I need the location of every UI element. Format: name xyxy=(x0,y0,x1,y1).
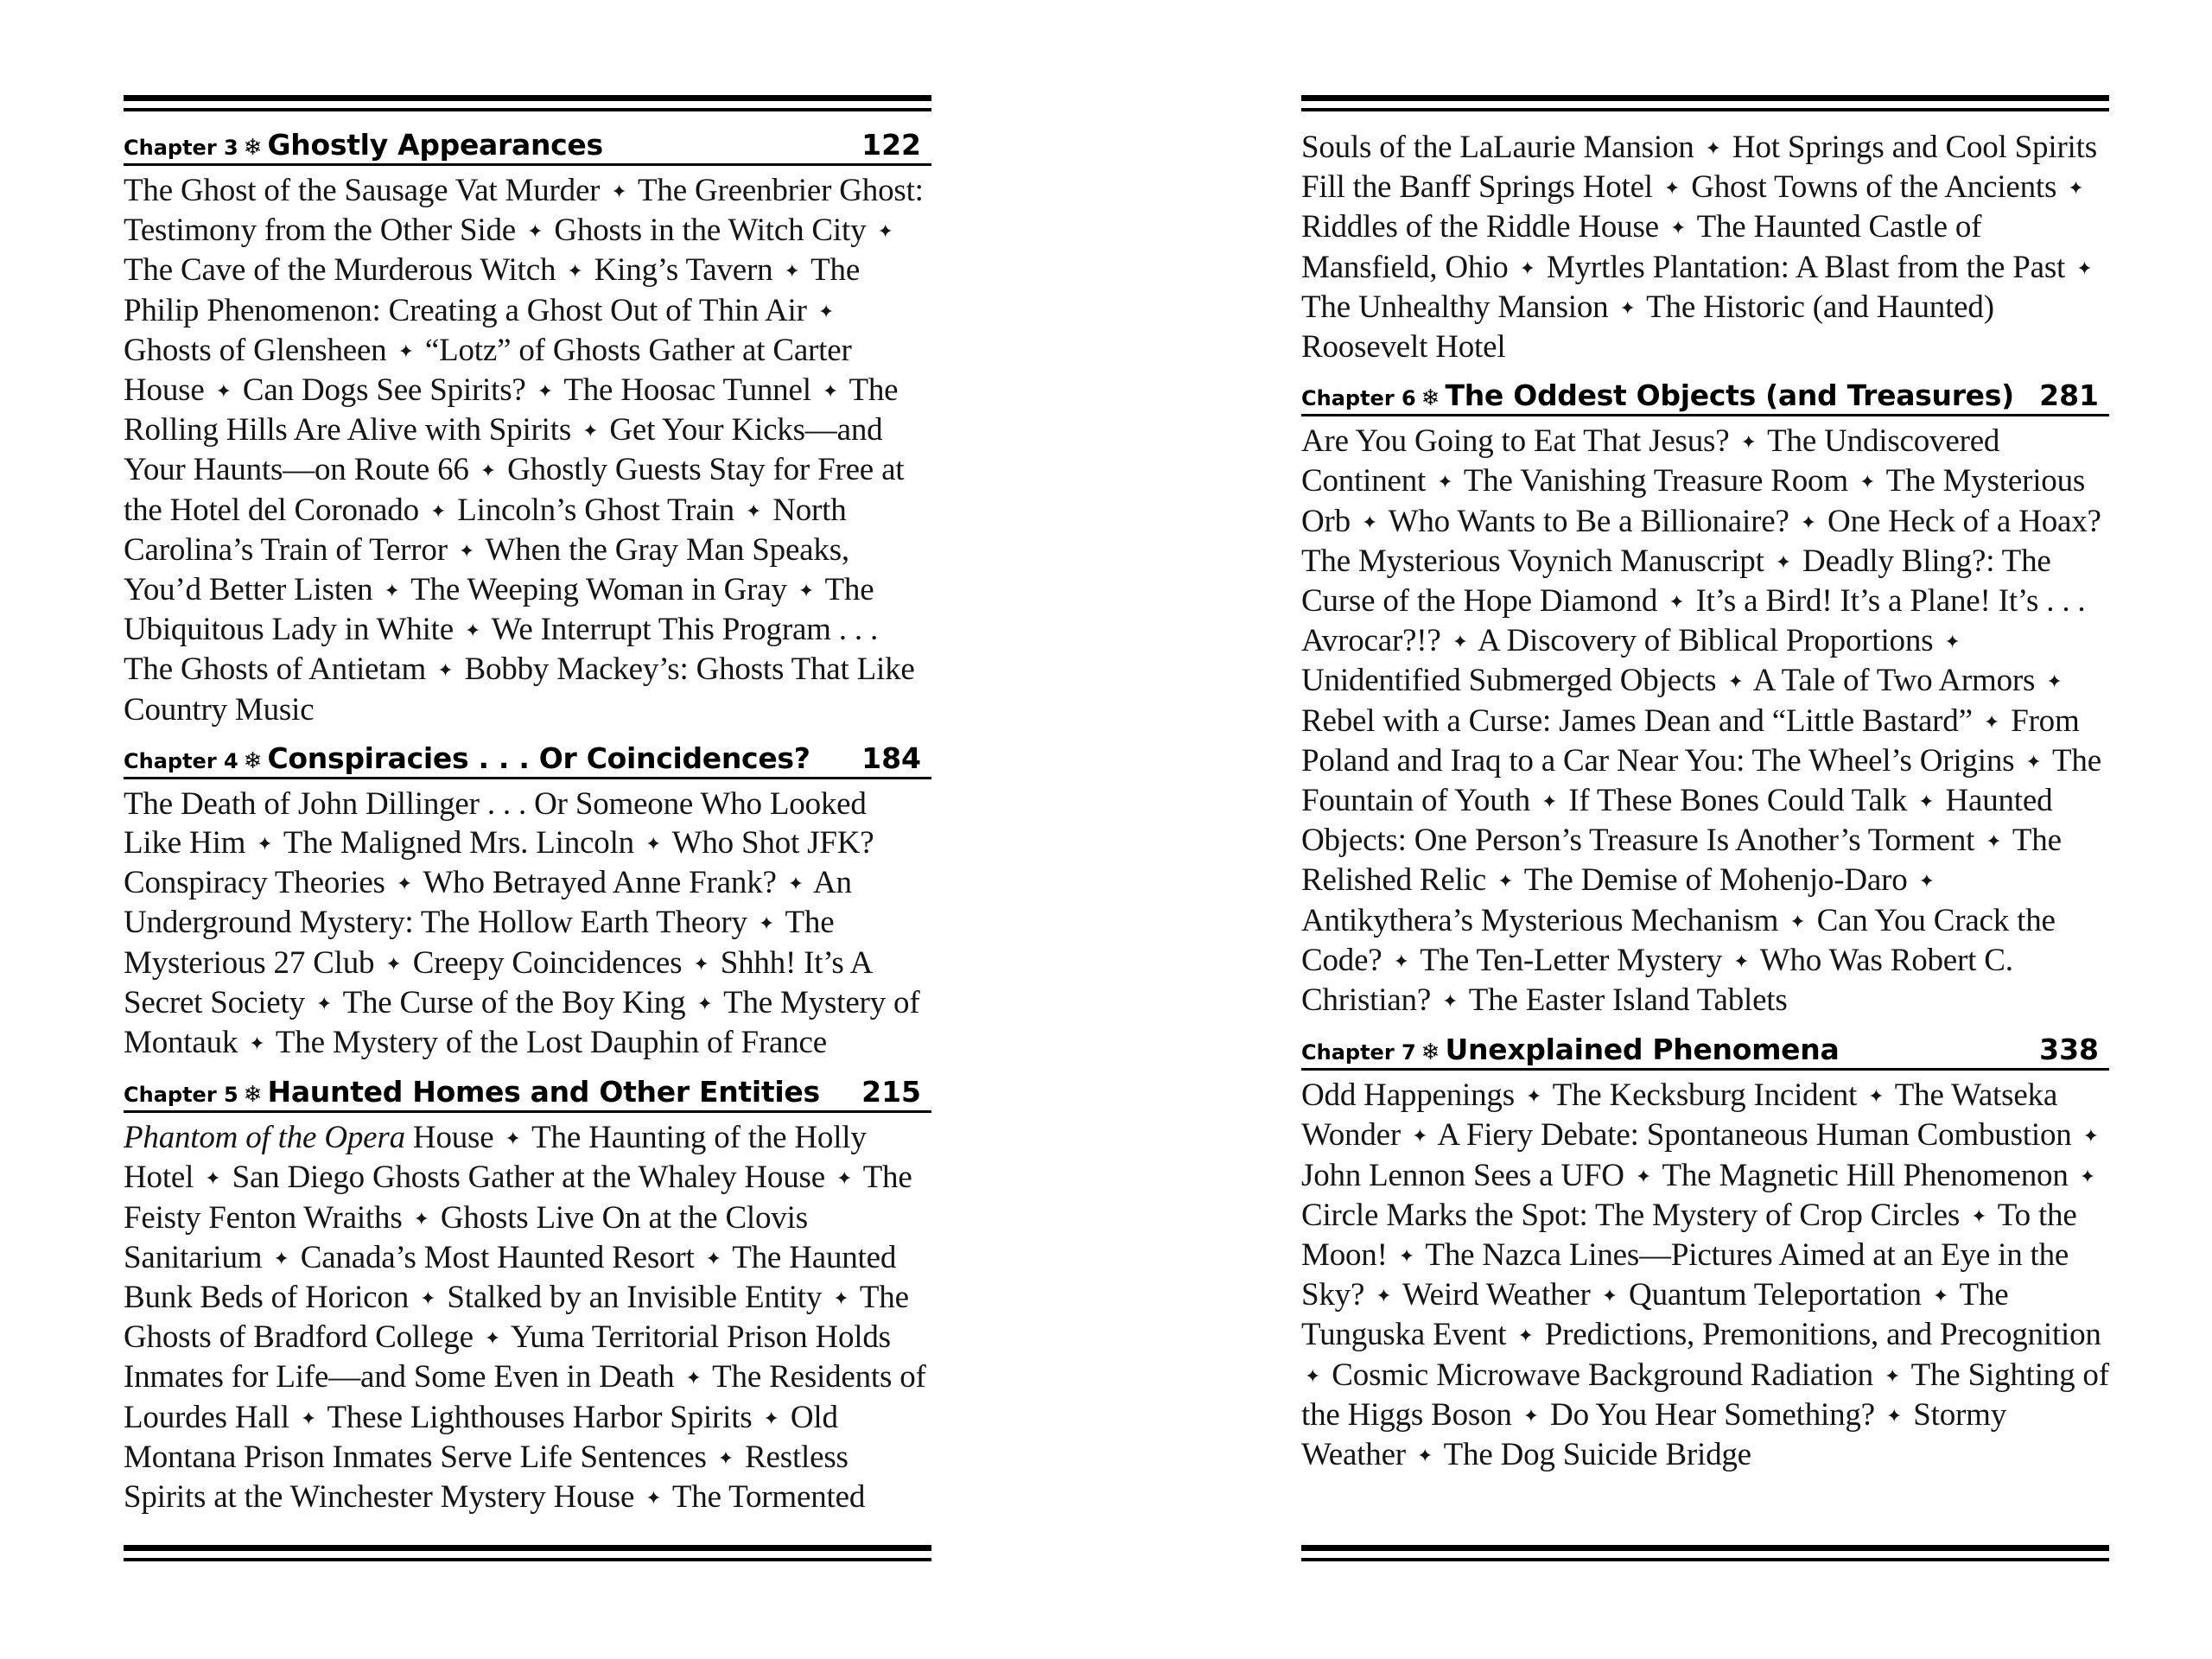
toc-entry: The Mysterious Orb xyxy=(1301,463,2086,539)
chapter-entries xyxy=(1301,422,2109,1020)
chapter-heading xyxy=(124,1075,931,1113)
entry-separator: ✦ xyxy=(397,340,414,362)
entry-separator: ✦ xyxy=(833,1287,849,1310)
chapter-section xyxy=(124,128,931,729)
bottom-double-rule xyxy=(1301,1545,2109,1561)
chapter-heading xyxy=(124,128,931,166)
entry-separator: ✦ xyxy=(300,1407,317,1429)
toc-entry: Riddles of the Riddle House xyxy=(1301,209,1659,245)
entry-separator: ✦ xyxy=(1986,830,2002,853)
chapter-page-number: 184 xyxy=(861,741,921,775)
toc-entry: John Lennon Sees a UFO xyxy=(1301,1157,1624,1193)
chapter-section xyxy=(124,741,931,1063)
chapter-heading xyxy=(1301,378,2109,416)
entry-separator: ✦ xyxy=(758,912,775,935)
toc-entry: Ghost Towns of the Ancients xyxy=(1691,169,2057,206)
entry-separator: ✦ xyxy=(385,952,402,975)
entry-separator: ✦ xyxy=(537,380,553,403)
entry-separator: ✦ xyxy=(480,460,496,482)
toc-entry: Can You Crack the Code? xyxy=(1301,902,2056,978)
entry-separator: ✦ xyxy=(611,181,627,202)
entry-separator: ✦ xyxy=(763,1407,779,1429)
toc-entry: Odd Happenings xyxy=(1301,1077,1515,1114)
entry-separator: ✦ xyxy=(1635,1165,1652,1187)
entry-separator: ✦ xyxy=(1885,1404,1903,1427)
toc-entry: King’s Tavern xyxy=(594,252,773,289)
entry-separator: ✦ xyxy=(1417,1445,1433,1467)
entry-separator: ✦ xyxy=(396,873,413,895)
entry-separator: ✦ xyxy=(1522,1404,1539,1427)
entry-separator: ✦ xyxy=(465,620,481,642)
chapter-number: Chapter 3 xyxy=(124,136,238,160)
toc-entry: The Haunted Castle of Mansfield, Ohio xyxy=(1301,209,1982,285)
toc-entry: North Carolina’s Train of Terror xyxy=(124,492,847,568)
entry-separator: ✦ xyxy=(1619,296,1636,319)
toc-entry: The Ghosts of Bradford College xyxy=(124,1280,909,1356)
entry-separator: ✦ xyxy=(484,1327,501,1350)
entry-separator: ✦ xyxy=(1740,431,1757,454)
toc-entry: The Ten-Letter Mystery xyxy=(1420,942,1723,978)
entry-separator: ✦ xyxy=(2079,1165,2095,1187)
toc-entry: Get Your Kicks—and Your Haunts—on Route 66 xyxy=(124,412,883,488)
toc-entry: Souls of the LaLaurie Mansion xyxy=(1301,130,1694,165)
toc-entry: The Ghost of the Sausage Vat Murder xyxy=(124,173,601,208)
chapter-number: Chapter 6 xyxy=(1301,386,1416,411)
toc-entry: The Demise of Mohenjo-Daro xyxy=(1523,862,1908,899)
chapter-page-number: 338 xyxy=(2039,1033,2099,1067)
entry-separator: ✦ xyxy=(1789,910,1806,932)
entry-separator: ✦ xyxy=(798,580,815,602)
entry-separator: ✦ xyxy=(384,580,400,602)
toc-entry: The Mystery of Montauk xyxy=(124,984,920,1061)
toc-entry: A Tale of Two Armors xyxy=(1752,663,2036,699)
toc-entry: Cosmic Microwave Background Radiation xyxy=(1332,1357,1873,1393)
snowflake-icon: ❄ xyxy=(1421,385,1440,412)
entry-separator: ✦ xyxy=(429,499,447,522)
entry-separator: ✦ xyxy=(205,1167,221,1190)
entry-separator: ✦ xyxy=(2025,750,2042,772)
entry-separator: ✦ xyxy=(696,992,713,1014)
entry-separator: ✦ xyxy=(1398,1245,1415,1268)
chapter-page-number: 215 xyxy=(861,1075,921,1109)
toc-entry: If These Bones Could Talk xyxy=(1568,783,1908,819)
toc-entry: Do You Hear Something? xyxy=(1550,1396,1875,1433)
toc-entry: One Heck of a Hoax? The Mysterious Voynich Manuscript xyxy=(1301,503,2101,579)
entry-separator: ✦ xyxy=(1519,257,1535,279)
toc-entry: The Rolling Hills Are Alive with Spirits xyxy=(124,372,899,448)
toc-entry: The Maligned Mrs. Lincoln xyxy=(283,825,634,861)
entry-separator: ✦ xyxy=(2046,671,2063,693)
entry-separator: ✦ xyxy=(784,260,800,283)
entry-separator: ✦ xyxy=(582,420,599,442)
chapter-entries xyxy=(124,171,931,729)
entry-separator: ✦ xyxy=(836,1167,853,1190)
chapter-section xyxy=(1301,378,2109,1020)
entry-separator: ✦ xyxy=(1918,791,1935,813)
toc-entry: Old Montana Prison Inmates Serve Life Sentences xyxy=(124,1399,838,1475)
toc-entry: Restless Spirits at the Winchester Mystery House xyxy=(124,1439,849,1516)
toc-entry: The Philip Phenomenon: Creating a Ghost Out of Thin Air xyxy=(124,252,861,328)
entry-separator: ✦ xyxy=(315,992,333,1014)
entry-separator: ✦ xyxy=(1517,1325,1534,1347)
entry-separator: ✦ xyxy=(1412,1125,1428,1147)
entry-separator: ✦ xyxy=(1859,471,1876,493)
toc-entry: Ghosts of Glensheen xyxy=(124,332,387,368)
toc-entry: Deadly Bling?: The Curse of the Hope Diamond xyxy=(1301,543,2051,620)
chapter-number: Chapter 4 xyxy=(124,748,238,773)
toc-entry: The Mystery of the Lost Dauphin of France xyxy=(275,1025,827,1061)
toc-entry: Antikythera’s Mysterious Mechanism xyxy=(1301,902,1779,938)
toc-entry: Lincoln’s Ghost Train xyxy=(457,492,734,528)
toc-entry: Predictions, Premonitions, and Precognition xyxy=(1544,1317,2101,1353)
entry-separator: ✦ xyxy=(2082,1125,2099,1147)
entry-separator: ✦ xyxy=(1376,1285,1392,1307)
entry-separator: ✦ xyxy=(1868,1085,1885,1108)
toc-entry: Canada’s Most Haunted Resort xyxy=(300,1239,695,1275)
chapter-heading xyxy=(1301,1033,2109,1071)
toc-entry-italic: Phantom of the Opera xyxy=(124,1120,405,1156)
entry-separator: ✦ xyxy=(1525,1085,1542,1108)
toc-entry: San Diego Ghosts Gather at the Whaley House xyxy=(232,1160,825,1196)
toc-entry: The Unhealthy Mansion xyxy=(1301,289,1609,325)
right-page-content xyxy=(1301,128,2109,1487)
toc-entry: Yuma Territorial Prison Holds Inmates for Life—and Some Even in Death xyxy=(124,1319,891,1395)
toc-entry: An Underground Mystery: The Hollow Earth Theory xyxy=(124,865,852,941)
toc-entry: The Easter Island Tablets xyxy=(1468,982,1788,1019)
toc-entry: Ghosts in the Witch City xyxy=(554,213,867,249)
toc-entry: Myrtles Plantation: A Blast from the Past xyxy=(1546,249,2066,285)
entry-separator: ✦ xyxy=(249,1033,265,1055)
toc-entry: Hot Springs and Cool Spirits Fill the Banff Springs Hotel xyxy=(1301,130,2097,206)
entry-separator: ✦ xyxy=(215,380,232,403)
toc-entry: From Poland and Iraq to a Car Near You: The Wheel’s Origins xyxy=(1301,702,2080,779)
entry-separator: ✦ xyxy=(1452,631,1468,653)
toc-entry: The Undiscovered Continent xyxy=(1301,423,2000,499)
toc-entry: The Feisty Fenton Wraiths xyxy=(124,1160,912,1236)
entry-separator: ✦ xyxy=(787,873,804,895)
chapter-title: The Oddest Objects (and Treasures) xyxy=(1445,378,2014,413)
entry-separator: ✦ xyxy=(1884,1364,1901,1387)
snowflake-icon: ❄ xyxy=(243,747,263,774)
entry-separator: ✦ xyxy=(420,1287,436,1310)
chapter-title: Ghostly Appearances xyxy=(267,128,603,162)
entry-separator: ✦ xyxy=(413,1207,429,1230)
chapter-title: Haunted Homes and Other Entities xyxy=(267,1075,820,1109)
entry-separator: ✦ xyxy=(2068,177,2084,200)
entry-separator: ✦ xyxy=(1541,791,1558,813)
toc-entry: The Tunguska Event xyxy=(1301,1277,2009,1353)
toc-entry: Weird Weather xyxy=(1402,1277,1591,1313)
entry-separator: ✦ xyxy=(273,1247,289,1269)
entry-separator: ✦ xyxy=(645,1487,662,1510)
entry-separator: ✦ xyxy=(1705,137,1721,159)
toc-entry: These Lighthouses Harbor Spirits xyxy=(327,1399,753,1435)
chapter-entries xyxy=(124,1118,931,1517)
continued-entries xyxy=(1301,128,2109,366)
entry-separator: ✦ xyxy=(1918,870,1935,893)
entry-separator: ✦ xyxy=(567,260,583,283)
toc-entry: The Relished Relic xyxy=(1301,823,2062,899)
toc-entry: The Historic (and Haunted) Roosevelt Hotel xyxy=(1301,289,1994,365)
snowflake-icon: ❄ xyxy=(243,135,263,161)
entry-separator: ✦ xyxy=(505,1128,521,1150)
toc-entry: Who Betrayed Anne Frank? xyxy=(423,865,777,901)
toc-entry: The Tormented xyxy=(671,1479,866,1516)
entry-separator: ✦ xyxy=(705,1247,721,1269)
toc-entry: Ghosts Live On at the Clovis Sanitarium xyxy=(124,1199,808,1275)
toc-entry: Shhh! It’s A Secret Society xyxy=(124,944,872,1020)
entry-separator: ✦ xyxy=(1663,177,1681,200)
snowflake-icon: ❄ xyxy=(1421,1039,1440,1066)
toc-entry: When the Gray Man Speaks, You’d Better Listen xyxy=(124,531,849,608)
chapter-page-number: 122 xyxy=(861,128,921,162)
toc-entry: The Haunted Bunk Beds of Horicon xyxy=(124,1239,897,1316)
entry-separator: ✦ xyxy=(1393,950,1409,972)
entry-separator: ✦ xyxy=(1362,511,1378,533)
toc-entry: A Discovery of Biblical Proportions xyxy=(1477,623,1934,659)
toc-entry: The Residents of Lourdes Hall xyxy=(124,1359,926,1435)
chapter-number: Chapter 7 xyxy=(1301,1040,1416,1065)
toc-entry: Who Shot JFK? Conspiracy Theories xyxy=(124,825,874,901)
entry-separator: ✦ xyxy=(1944,631,1961,653)
entry-separator: ✦ xyxy=(822,380,839,403)
toc-entry: It’s a Bird! It’s a Plane! It’s . . . Avrocar?!? xyxy=(1301,583,2086,659)
toc-entry: Rebel with a Curse: James Dean and “Little Bastard” xyxy=(1301,702,1973,739)
toc-entry: Ghostly Guests Stay for Free at the Hotel del Coronado xyxy=(124,452,905,528)
toc-entry: The Magnetic Hill Phenomenon xyxy=(1662,1157,2069,1193)
entry-separator: ✦ xyxy=(817,300,835,322)
entry-separator: ✦ xyxy=(1727,671,1744,693)
top-double-rule xyxy=(124,95,931,111)
entry-separator: ✦ xyxy=(1932,1285,1949,1307)
toc-entry: The Dog Suicide Bridge xyxy=(1443,1437,1751,1473)
entry-separator: ✦ xyxy=(437,659,454,682)
left-page-content xyxy=(124,128,931,1529)
toc-entry: The Greenbrier Ghost: Testimony from the Other Side xyxy=(124,173,924,249)
toc-entry: Creepy Coincidences xyxy=(412,944,683,981)
toc-entry: The Fountain of Youth xyxy=(1301,742,2101,819)
toc-entry: The Mysterious 27 Club xyxy=(124,905,835,981)
top-double-rule xyxy=(1301,95,2109,111)
toc-entry: The Vanishing Treasure Room xyxy=(1463,463,1848,499)
entry-separator: ✦ xyxy=(693,952,709,975)
toc-entry: Who Was Robert C. Christian? xyxy=(1301,942,2013,1019)
entry-separator: ✦ xyxy=(1442,990,1459,1013)
chapter-entries xyxy=(124,785,931,1063)
entry-separator: ✦ xyxy=(1437,471,1453,493)
toc-entry: Who Wants to Be a Billionaire? xyxy=(1388,503,1789,539)
toc-entry: “Lotz” of Ghosts Gather at Carter House xyxy=(124,332,852,409)
toc-entry: We Interrupt This Program . . . The Ghosts of Antietam xyxy=(124,612,879,688)
toc-entry: Haunted Objects: One Person’s Treasure Is Another’s Torment xyxy=(1301,783,2053,859)
toc-entry: The Hoosac Tunnel xyxy=(563,372,811,409)
entry-separator: ✦ xyxy=(458,539,475,562)
toc-entry: The Curse of the Boy King xyxy=(342,984,686,1020)
toc-entry: Bobby Mackey’s: Ghosts That Like Country Music xyxy=(124,652,915,728)
toc-entry: The Kecksburg Incident xyxy=(1552,1077,1858,1114)
toc-entry: The Death of John Dillinger . . . Or Someone Who Looked Like Him xyxy=(124,785,867,861)
toc-entry: A Fiery Debate: Spontaneous Human Combustion xyxy=(1437,1117,2072,1154)
toc-entry: The Weeping Woman in Gray xyxy=(410,572,787,608)
chapter-entries xyxy=(1301,1076,2109,1475)
toc-entry: Quantum Teleportation xyxy=(1629,1277,1922,1313)
chapter-title: Conspiracies . . . Or Coincidences? xyxy=(267,741,810,775)
toc-entry: To the Moon! xyxy=(1301,1197,2077,1274)
entry-separator: ✦ xyxy=(1775,550,1791,573)
toc-entry: Circle Marks the Spot: The Mystery of Crop Circles xyxy=(1301,1197,1961,1233)
entry-separator: ✦ xyxy=(257,833,273,855)
entry-separator: ✦ xyxy=(685,1367,702,1389)
entry-separator: ✦ xyxy=(1971,1205,1987,1227)
chapter-heading xyxy=(124,741,931,779)
entry-separator: ✦ xyxy=(1669,591,1685,613)
chapter-title: Unexplained Phenomena xyxy=(1445,1033,1840,1067)
toc-entry: The Sighting of the Higgs Boson xyxy=(1301,1357,2109,1433)
entry-separator: ✦ xyxy=(1733,950,1750,972)
entry-separator: ✦ xyxy=(1800,511,1816,533)
chapter-section xyxy=(1301,1033,2109,1475)
entry-separator: ✦ xyxy=(1669,217,1687,239)
toc-entry: Stormy Weather xyxy=(1301,1396,2007,1473)
bottom-double-rule xyxy=(124,1545,931,1561)
entry-separator: ✦ xyxy=(527,220,543,243)
toc-entry: Unidentified Submerged Objects xyxy=(1301,663,1717,699)
toc-entry: Are You Going to Eat That Jesus? xyxy=(1301,423,1730,460)
chapter-section xyxy=(124,1075,931,1517)
entry-separator: ✦ xyxy=(2076,257,2093,279)
toc-entry: The Haunting of the Holly Hotel xyxy=(124,1120,867,1196)
chapter-page-number: 281 xyxy=(2039,378,2099,413)
toc-entry: The Cave of the Murderous Witch xyxy=(124,252,556,289)
chapter-number: Chapter 5 xyxy=(124,1083,238,1108)
toc-entry: Can Dogs See Spirits? xyxy=(242,372,526,409)
toc-entry: House xyxy=(404,1120,494,1156)
snowflake-icon: ❄ xyxy=(243,1082,263,1109)
entry-separator: ✦ xyxy=(645,833,662,855)
entry-separator: ✦ xyxy=(745,499,762,522)
entry-separator: ✦ xyxy=(1601,1285,1618,1307)
toc-entry: The Watseka Wonder xyxy=(1301,1077,2058,1154)
entry-separator: ✦ xyxy=(1497,870,1514,893)
toc-entry: Stalked by an Invisible Entity xyxy=(447,1280,823,1316)
toc-entry: The Nazca Lines—Pictures Aimed at an Eye in the Sky? xyxy=(1301,1237,2069,1313)
toc-entry: The Ubiquitous Lady in White xyxy=(124,572,874,648)
entry-separator: ✦ xyxy=(877,220,893,243)
entry-separator: ✦ xyxy=(1983,710,2000,733)
entry-separator: ✦ xyxy=(717,1446,734,1469)
entry-separator: ✦ xyxy=(1305,1364,1321,1387)
